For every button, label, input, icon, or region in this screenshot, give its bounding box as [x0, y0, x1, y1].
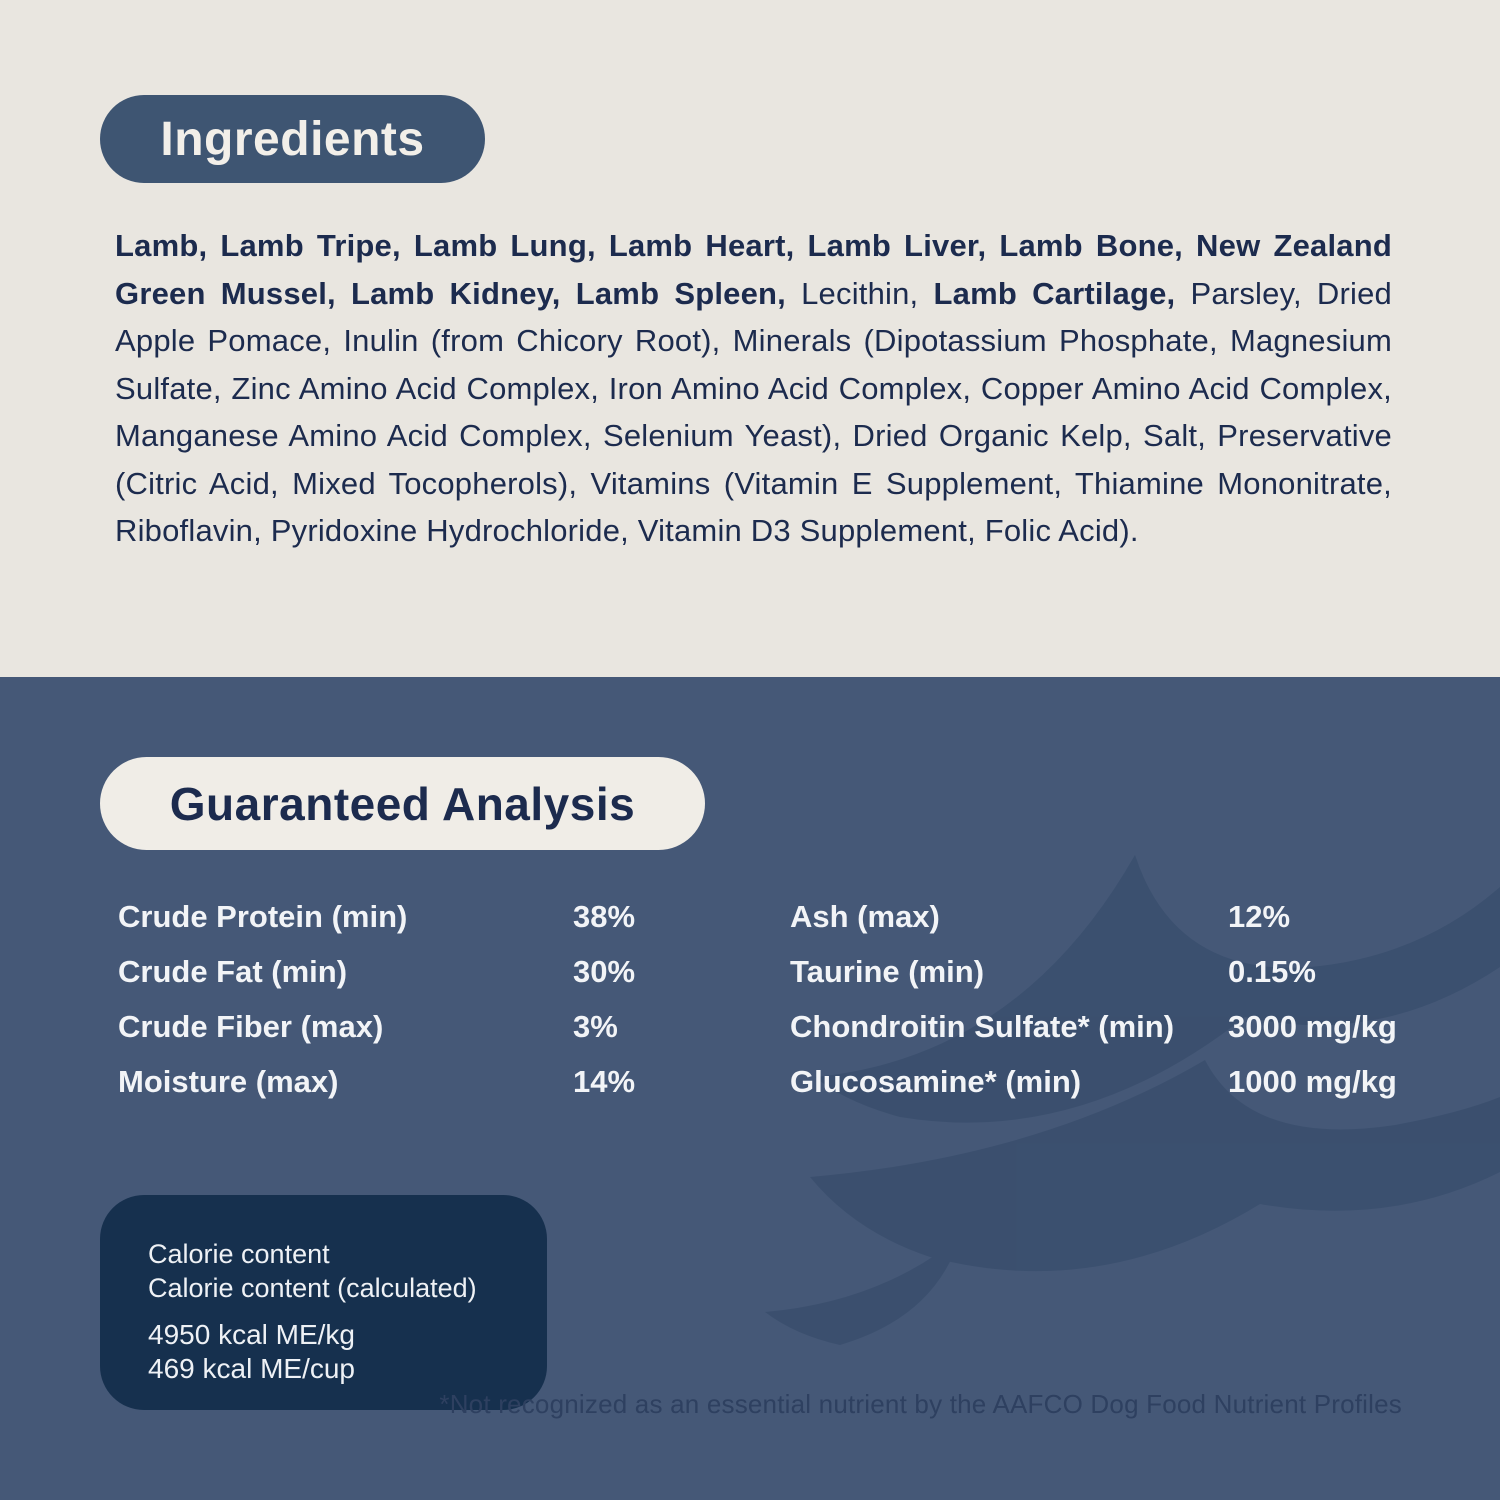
analysis-table-left-column: [118, 899, 635, 1119]
nutrient-label: Ash (max): [790, 899, 940, 934]
nutrient-value: 14%: [573, 1064, 636, 1099]
analysis-table-right-column: [790, 899, 1397, 1119]
table-row: [790, 1009, 1397, 1064]
table-row: [790, 1064, 1397, 1119]
ingredients-section: [0, 0, 1500, 677]
aafco-footnote: *Not recognized as an essential nutrient by the AAFCO Dog Food Nutrient Profiles: [439, 1389, 1402, 1419]
table-row: [790, 899, 1397, 954]
calorie-title-line: Calorie content: [148, 1239, 330, 1269]
nutrient-value: 3000 mg/kg: [1228, 1009, 1397, 1044]
nutrient-label: Moisture (max): [118, 1064, 339, 1099]
nutrient-value: 38%: [573, 899, 636, 934]
guaranteed-analysis-section: [0, 677, 1500, 1500]
table-row: [118, 1009, 635, 1064]
guaranteed-analysis-title-pill: [100, 757, 705, 850]
nutrient-value: 0.15%: [1228, 954, 1316, 989]
table-row: [118, 1064, 635, 1119]
calorie-content-box: [100, 1195, 547, 1410]
calorie-cup-value: 469 kcal ME/cup: [148, 1353, 355, 1384]
nutrient-label: Glucosamine* (min): [790, 1064, 1082, 1099]
nutrient-value: 1000 mg/kg: [1228, 1064, 1397, 1099]
ingredients-title: Ingredients: [160, 112, 425, 166]
nutrient-label: Chondroitin Sulfate* (min): [790, 1009, 1175, 1044]
nutrient-value: 12%: [1228, 899, 1291, 934]
nutrient-label: Crude Fiber (max): [118, 1009, 384, 1044]
guaranteed-analysis-title: Guaranteed Analysis: [169, 777, 636, 830]
nutrient-label: Crude Protein (min): [118, 899, 408, 934]
calorie-value-lines: [148, 1318, 527, 1386]
ingredients-list-text: Lamb, Lamb Tripe, Lamb Lung, Lamb Heart, Lamb Liver, Lamb Bone, New Zealand Green Mussel, Lamb Kidney, Lamb Spleen, Lecithin, Lamb Cartilage, Parsley, Dried Apple Pomace, Inulin (from Chicory Root), Minerals (Dipotassium Phosphate, Magnesium Sulfate, Zinc Amino Acid Complex, Iron Amino Acid Complex, Copper Amino Acid Complex, Manganese Amino Acid Complex, Selenium Yeast), Dried Organic Kelp, Salt, Preservative (Citric Acid, Mixed Tocopherols), Vitamins (Vitamin E Supplement, Thiamine Mononitrate, Riboflavin, Pyridoxine Hydrochloride, Vitamin D3 Supplement, Folic Acid).: [115, 228, 1392, 548]
nutrient-value: 30%: [573, 954, 636, 989]
calorie-title-line: Calorie content (calculated): [148, 1273, 477, 1303]
calorie-kg-value: 4950 kcal ME/kg: [148, 1319, 355, 1350]
table-row: [118, 954, 635, 1009]
nutrient-label: Taurine (min): [790, 954, 985, 989]
nutrient-value: 3%: [573, 1009, 618, 1044]
nutrient-label: Crude Fat (min): [118, 954, 348, 989]
table-row: [790, 954, 1397, 1009]
ingredients-title-pill: [100, 95, 485, 183]
table-row: [118, 899, 635, 954]
